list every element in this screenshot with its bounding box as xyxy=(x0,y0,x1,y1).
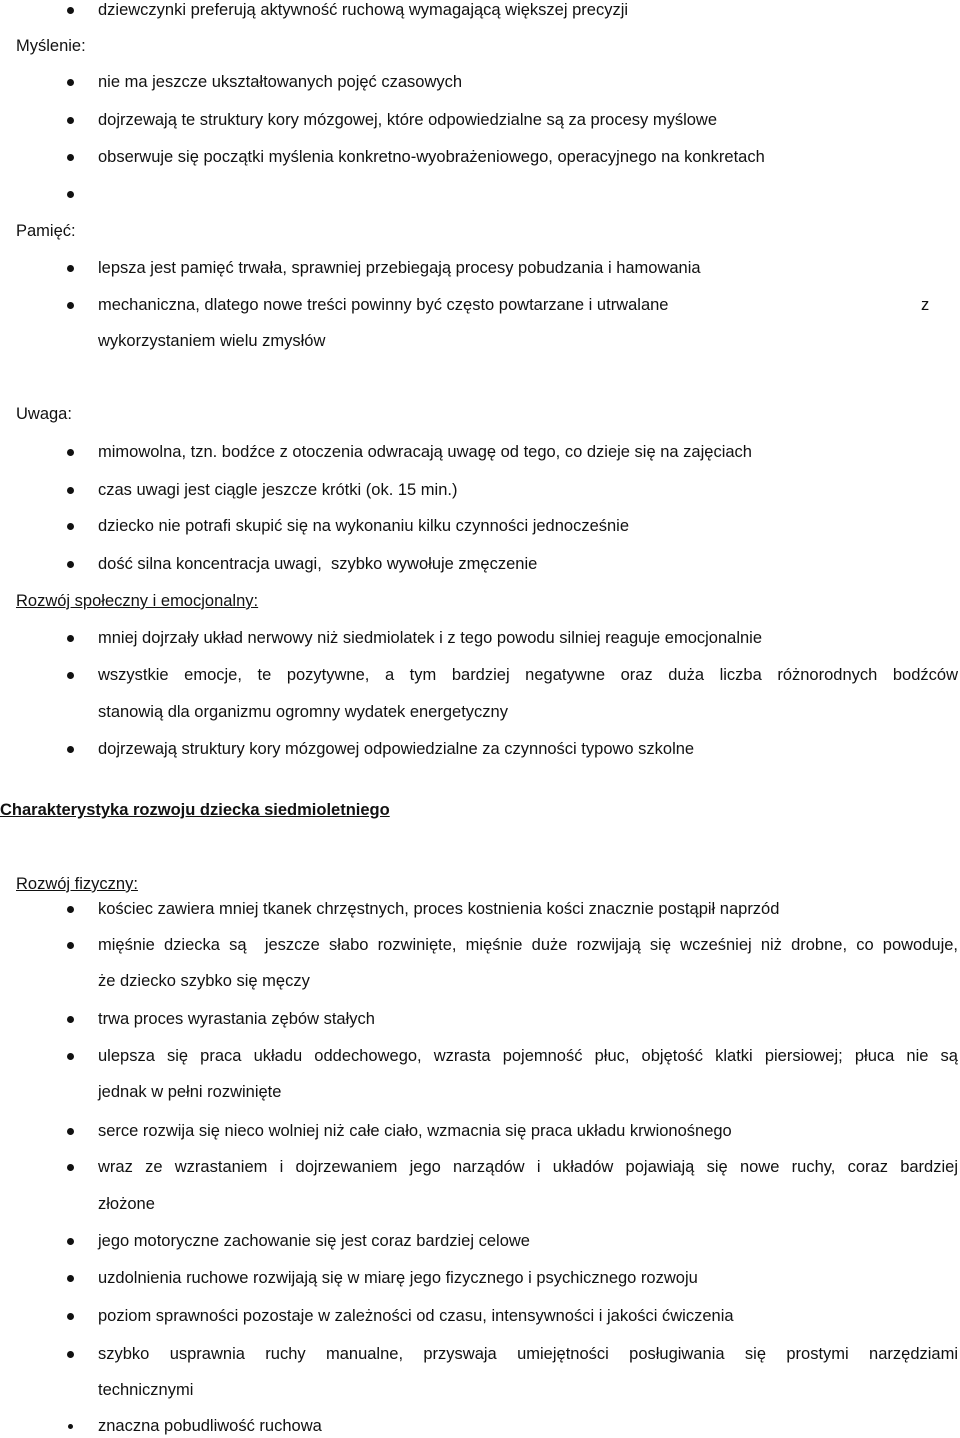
list-item xyxy=(98,480,958,500)
bullet-icon xyxy=(65,516,75,536)
bullet-icon xyxy=(65,1344,75,1364)
bullet-icon xyxy=(65,899,75,919)
list-item-text-line-2: złożone xyxy=(98,1195,155,1213)
list-item xyxy=(98,0,958,20)
list-item xyxy=(98,1416,958,1436)
bullet-icon xyxy=(65,1231,75,1251)
list-item-text: kościec zawiera mniej tkanek chrzęstnych, proces kostnienia kości znacznie postąpił naprzód xyxy=(98,900,780,918)
list-item-text: nie ma jeszcze ukształtowanych pojęć czasowych xyxy=(98,73,463,91)
bullet-icon xyxy=(65,480,75,500)
list-item-text: trwa proces wyrastania zębów stałych xyxy=(98,1010,375,1028)
list-item-text: dojrzewają te struktury kory mózgowej, które odpowiedzialne są za procesy myślowe xyxy=(98,111,718,129)
list-item-text: znaczna pobudliwość ruchowa xyxy=(98,1417,322,1435)
list-item xyxy=(98,295,798,315)
list-item xyxy=(98,1306,958,1326)
bullet-icon xyxy=(65,147,75,167)
list-item-text-line-2: stanowią dla organizmu ogromny wydatek energetyczny xyxy=(98,703,508,721)
list-item-text-trailing-word: z xyxy=(921,296,930,314)
list-item xyxy=(98,739,958,759)
section-heading-pamiec: Pamięć: xyxy=(16,222,76,240)
list-item-continuation xyxy=(98,971,958,991)
list-item-text: uzdolnienia ruchowe rozwijają się w miarę jego fizycznego i psychicznego rozwoju xyxy=(98,1269,698,1287)
bullet-icon xyxy=(65,0,75,20)
bullet-icon xyxy=(65,935,75,955)
list-item-text: dojrzewają struktury kory mózgowej odpowiedzialne za czynności typowo szkolne xyxy=(98,740,695,758)
list-item xyxy=(98,665,958,685)
list-item xyxy=(98,147,958,167)
bullet-icon xyxy=(65,1046,75,1066)
list-item-text-line-1: mięśnie dziecka są jeszcze słabo rozwinięte, mięśnie duże rozwijają się wcześniej niż drobne, co powoduje, xyxy=(98,936,958,954)
list-item-text-line-2: technicznymi xyxy=(98,1381,194,1399)
list-item xyxy=(98,516,958,536)
list-item-text: mniej dojrzały układ nerwowy niż siedmiolatek i z tego powodu silniej reaguje emocjonalnie xyxy=(98,629,763,647)
list-item-text: lepsza jest pamięć trwała, sprawniej przebiegają procesy pobudzania i hamowania xyxy=(98,259,701,277)
list-item xyxy=(98,1231,958,1251)
list-item xyxy=(98,899,958,919)
list-item-text: poziom sprawności pozostaje w zależności od czasu, intensywności i jakości ćwiczenia xyxy=(98,1307,734,1325)
bullet-icon xyxy=(65,628,75,648)
bullet-icon xyxy=(65,184,75,204)
bullet-icon xyxy=(65,1268,75,1288)
bullet-icon xyxy=(65,110,75,130)
list-item xyxy=(98,1121,958,1141)
list-item xyxy=(98,935,958,955)
list-item-text-line-2: że dziecko szybko się męczy xyxy=(98,972,310,990)
list-item-text: czas uwagi jest ciągle jeszcze krótki (ok. 15 min.) xyxy=(98,481,458,499)
bullet-icon xyxy=(65,665,75,685)
bullet-icon xyxy=(65,72,75,92)
list-item-continuation xyxy=(98,1082,958,1102)
list-item xyxy=(98,72,958,92)
bullet-icon xyxy=(65,739,75,759)
list-item-continuation xyxy=(98,331,958,351)
list-item-text-line-1: wraz ze wzrastaniem i dojrzewaniem jego narządów i układów pojawiają się nowe ruchy, coraz bardziej xyxy=(98,1158,958,1176)
list-item xyxy=(98,554,958,574)
page-title: Charakterystyka rozwoju dziecka siedmioletniego xyxy=(0,801,390,819)
list-item-text: dziecko nie potrafi skupić się na wykonaniu kilku czynności jednocześnie xyxy=(98,517,630,535)
list-item-text: serce rozwija się nieco wolniej niż całe ciało, wzmacnia się praca układu krwionośnego xyxy=(98,1122,732,1140)
list-item xyxy=(98,110,958,130)
bullet-icon xyxy=(65,1009,75,1029)
list-item-text-line-1: ulepsza się praca układu oddechowego, wzrasta pojemność płuc, objętość klatki piersiowej; płuca nie są xyxy=(98,1047,958,1065)
list-item-continuation xyxy=(98,702,958,722)
list-item xyxy=(98,442,958,462)
list-item xyxy=(98,258,958,278)
list-item-continuation xyxy=(98,1380,958,1400)
bullet-icon xyxy=(65,258,75,278)
list-item-text-line-2: wykorzystaniem wielu zmysłów xyxy=(98,332,326,350)
list-item-text: dziewczynki preferują aktywność ruchową wymagającą większej precyzji xyxy=(98,1,629,19)
list-item xyxy=(98,628,958,648)
list-item-text: dość silna koncentracja uwagi, szybko wywołuje zmęczenie xyxy=(98,555,538,573)
bullet-icon xyxy=(65,442,75,462)
bullet-icon xyxy=(65,554,75,574)
list-item-text-line-1: szybko usprawnia ruchy manualne, przyswaja umiejętności posługiwania się prostymi narzędziami xyxy=(98,1345,958,1363)
section-heading-uwaga: Uwaga: xyxy=(16,405,72,423)
list-item-text-line-1: wszystkie emocje, te pozytywne, a tym bardziej negatywne oraz duża liczba różnorodnych bodźców xyxy=(98,666,958,684)
bullet-icon xyxy=(65,1416,75,1436)
list-item-text: mimowolna, tzn. bodźce z otoczenia odwracają uwagę od tego, co dzieje się na zajęciach xyxy=(98,443,752,461)
list-item xyxy=(98,1157,958,1177)
bullet-icon xyxy=(65,1157,75,1177)
list-item xyxy=(98,1046,958,1066)
list-item-text-line-2: jednak w pełni rozwinięte xyxy=(98,1083,282,1101)
list-item xyxy=(98,1268,958,1288)
list-item-continuation xyxy=(98,1194,958,1214)
bullet-icon xyxy=(65,1121,75,1141)
list-item xyxy=(98,1344,958,1364)
section-heading-rozwoj-fizyczny: Rozwój fizyczny: xyxy=(16,875,138,893)
bullet-icon xyxy=(65,295,75,315)
list-item-text: obserwuje się początki myślenia konkretno-wyobrażeniowego, operacyjnego na konkretach xyxy=(98,148,765,166)
section-heading-myslenie: Myślenie: xyxy=(16,37,86,55)
list-item xyxy=(98,1009,958,1029)
section-heading-rozwoj-spoleczny: Rozwój społeczny i emocjonalny: xyxy=(16,592,259,610)
list-item-text: jego motoryczne zachowanie się jest coraz bardziej celowe xyxy=(98,1232,530,1250)
list-item-text-line-1: mechaniczna, dlatego nowe treści powinny być często powtarzane i utrwalane xyxy=(98,296,669,314)
bullet-icon xyxy=(65,1306,75,1326)
